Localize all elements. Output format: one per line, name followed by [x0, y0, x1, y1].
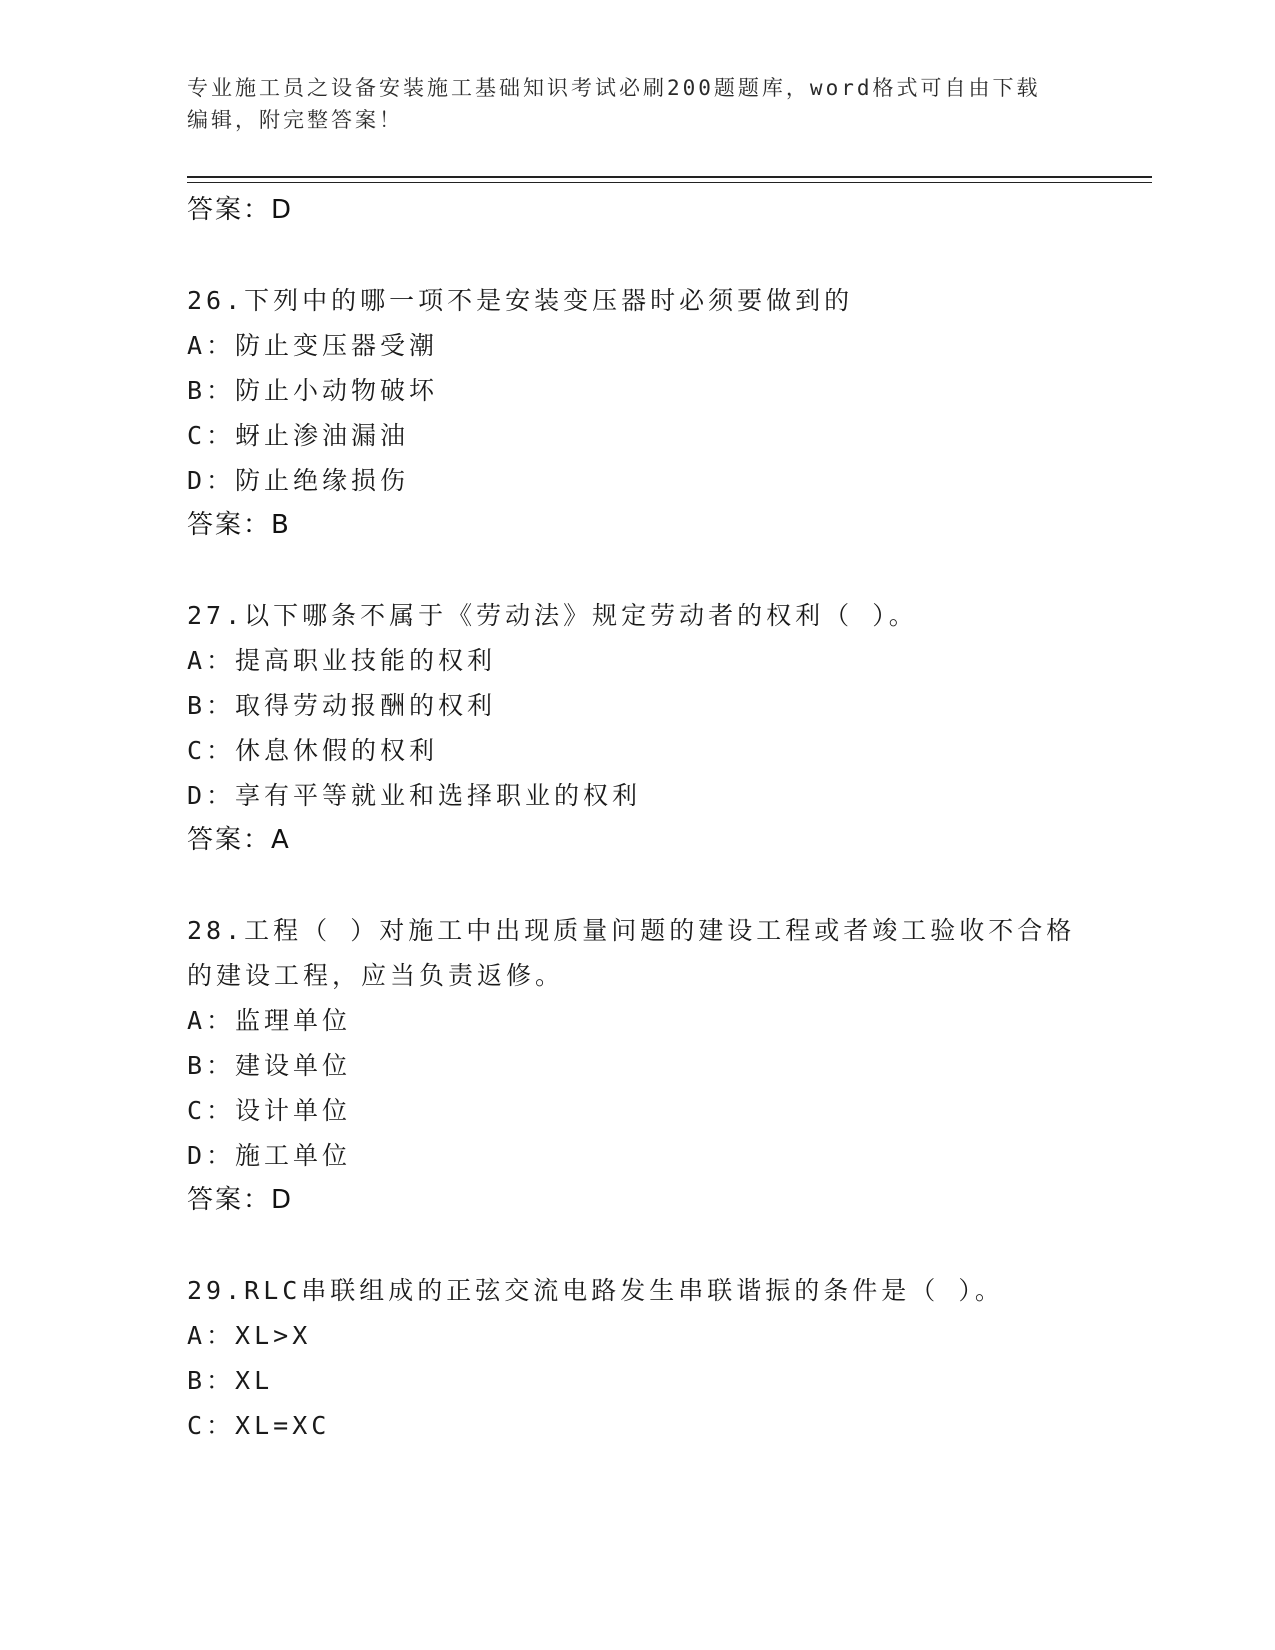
option-a: A：XL>X — [187, 1321, 312, 1350]
spacer — [187, 1223, 1087, 1268]
question-29 — [187, 1268, 1087, 1448]
question-28 — [187, 908, 1087, 1223]
header-rule-thick — [187, 176, 1152, 178]
spacer — [187, 863, 1087, 908]
question-text: 26.下列中的哪一项不是安装变压器时必须要做到的 — [187, 286, 854, 315]
answer: 答案：A — [187, 825, 291, 855]
option-c: C：蚜止渗油漏油 — [187, 421, 410, 450]
option-c: C：XL=XC — [187, 1411, 331, 1440]
question-27 — [187, 593, 1087, 863]
question-26 — [187, 278, 1087, 548]
answer: 答案：D — [187, 1185, 294, 1215]
option-b: B：建设单位 — [187, 1051, 352, 1080]
question-text: 28.工程（ ）对施工中出现质量问题的建设工程或者竣工验收不合格 — [187, 916, 1076, 945]
option-c: C：设计单位 — [187, 1096, 352, 1125]
option-d: D：防止绝缘损伤 — [187, 466, 410, 495]
option-d: D：施工单位 — [187, 1141, 352, 1170]
option-b: B：XL — [187, 1366, 274, 1395]
header-rule-thin — [187, 182, 1152, 183]
spacer — [187, 233, 1087, 278]
question-text: 29.RLC串联组成的正弦交流电路发生串联谐振的条件是（ ）。 — [187, 1276, 1004, 1305]
spacer — [187, 548, 1087, 593]
document-header — [187, 72, 1087, 136]
header-line-1: 专业施工员之设备安装施工基础知识考试必刷200题题库，word格式可自由下载 — [187, 76, 1041, 100]
previous-answer: 答案：D — [187, 195, 294, 225]
question-text: 27.以下哪条不属于《劳动法》规定劳动者的权利（ ）。 — [187, 601, 918, 630]
option-d: D：享有平等就业和选择职业的权利 — [187, 781, 642, 810]
option-a: A：监理单位 — [187, 1006, 352, 1035]
answer: 答案：B — [187, 510, 291, 540]
option-b: B：取得劳动报酬的权利 — [187, 691, 497, 720]
header-line-2: 编辑，附完整答案！ — [187, 108, 403, 132]
question-list — [187, 188, 1087, 1448]
option-a: A：防止变压器受潮 — [187, 331, 439, 360]
option-a: A：提高职业技能的权利 — [187, 646, 497, 675]
option-c: C：休息休假的权利 — [187, 736, 439, 765]
question-text-continued: 的建设工程，应当负责返修。 — [187, 961, 565, 990]
option-b: B：防止小动物破坏 — [187, 376, 439, 405]
